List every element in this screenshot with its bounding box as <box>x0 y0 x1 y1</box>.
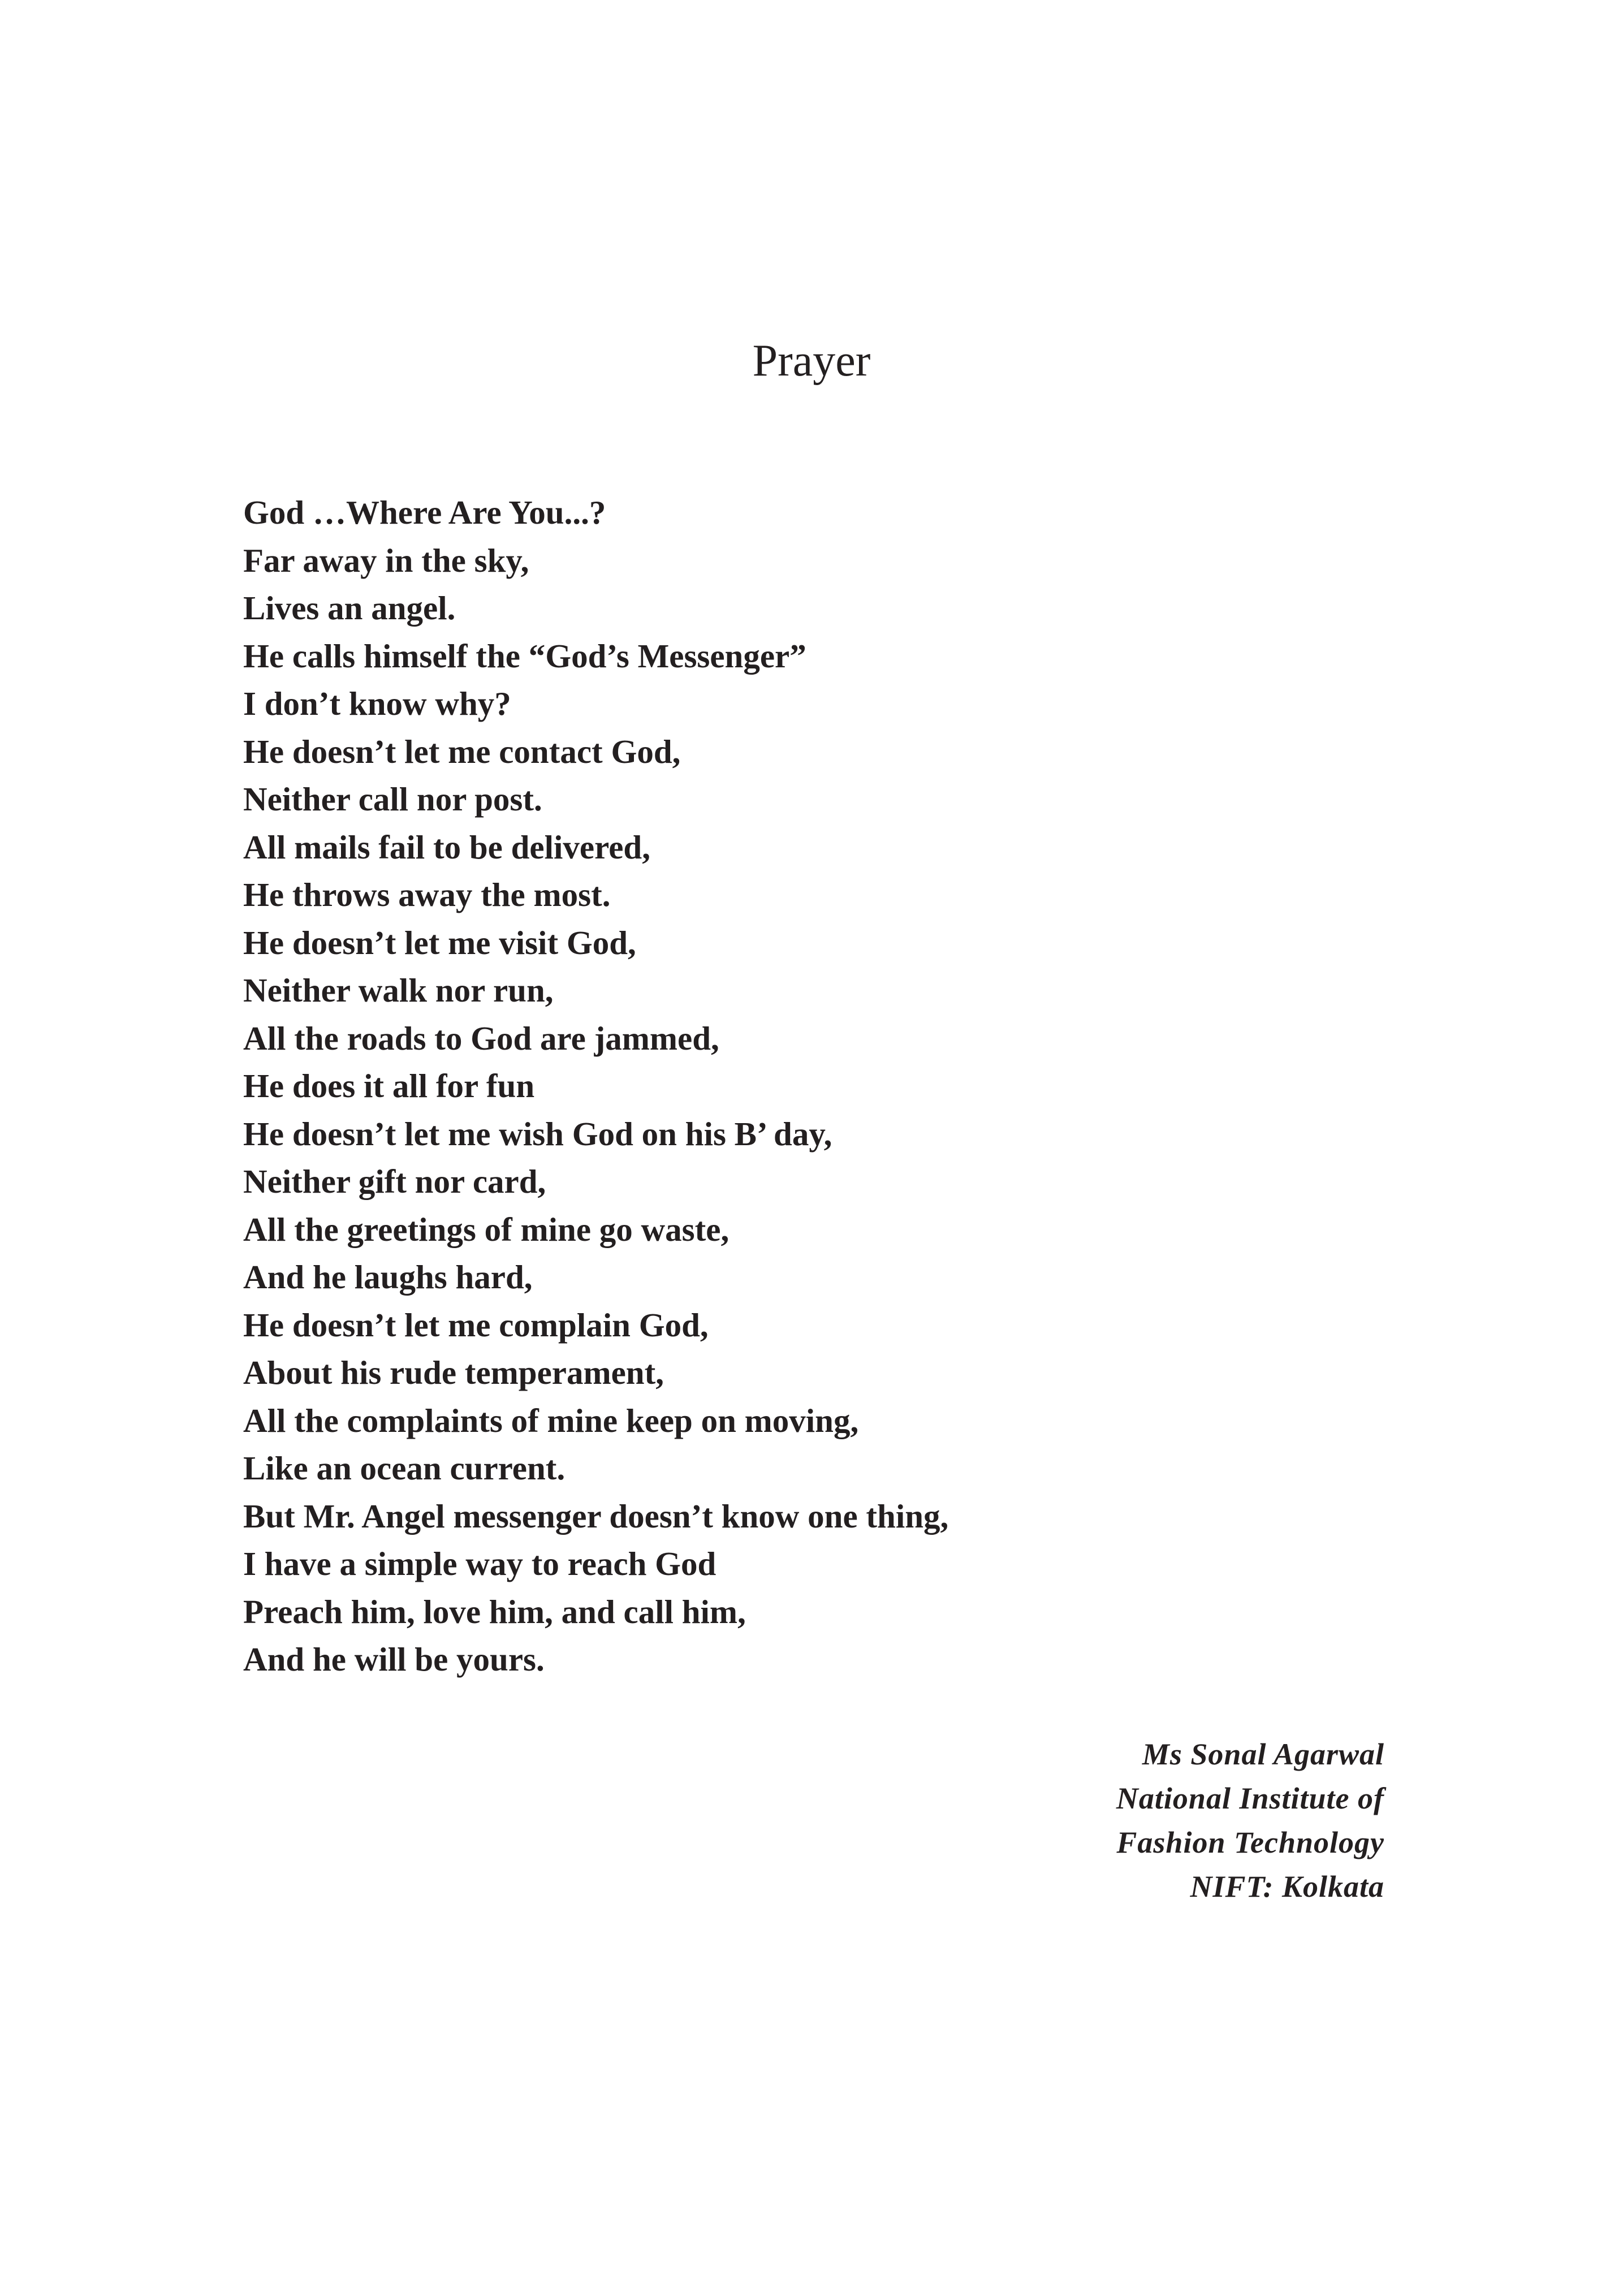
poem-line: Neither walk nor run, <box>243 972 554 1009</box>
attribution-line: Fashion Technology <box>1116 1825 1384 1859</box>
poem-line: And he will be yours. <box>243 1641 545 1678</box>
poem-line: He does it all for fun <box>243 1067 535 1104</box>
author-attribution <box>706 1732 1384 1909</box>
attribution-line: Ms Sonal Agarwal <box>1142 1737 1384 1771</box>
poem-line: I have a simple way to reach God <box>243 1545 716 1582</box>
poem-line: Far away in the sky, <box>243 541 529 579</box>
poem-line: Lives an angel. <box>243 589 456 627</box>
poem-line: God …Where Are You...? <box>243 494 606 531</box>
poem-line: He throws away the most. <box>243 876 611 913</box>
poem-line: All the greetings of mine go waste, <box>243 1210 730 1248</box>
poem-line: Like an ocean current. <box>243 1449 566 1487</box>
poem-line: And he laughs hard, <box>243 1258 533 1296</box>
poem-line: All the complaints of mine keep on moving, <box>243 1401 859 1439</box>
poem-line: He doesn’t let me visit God, <box>243 923 636 961</box>
poem-line: I don’t know why? <box>243 685 511 722</box>
poem-line: Preach him, love him, and call him, <box>243 1592 746 1630</box>
poem-line: Neither call nor post. <box>243 780 542 818</box>
attribution-line: NIFT: Kolkata <box>1190 1870 1384 1904</box>
poem-title: Prayer <box>752 336 871 386</box>
poem-body <box>243 489 1318 1684</box>
poem-line: He doesn’t let me wish God on his B’ day, <box>243 1115 832 1153</box>
attribution-line: National Institute of <box>1116 1781 1384 1815</box>
poem-line: All mails fail to be delivered, <box>243 828 650 866</box>
poem-line: Neither gift nor card, <box>243 1163 546 1200</box>
poem-line: He doesn’t let me complain God, <box>243 1306 709 1344</box>
poem-line: All the roads to God are jammed, <box>243 1019 719 1057</box>
poem-line: About his rude temperament, <box>243 1354 664 1391</box>
poem-line: He doesn’t let me contact God, <box>243 732 681 770</box>
poem-line: He calls himself the “God’s Messenger” <box>243 637 806 675</box>
poem-line: But Mr. Angel messenger doesn’t know one thing, <box>243 1497 949 1535</box>
